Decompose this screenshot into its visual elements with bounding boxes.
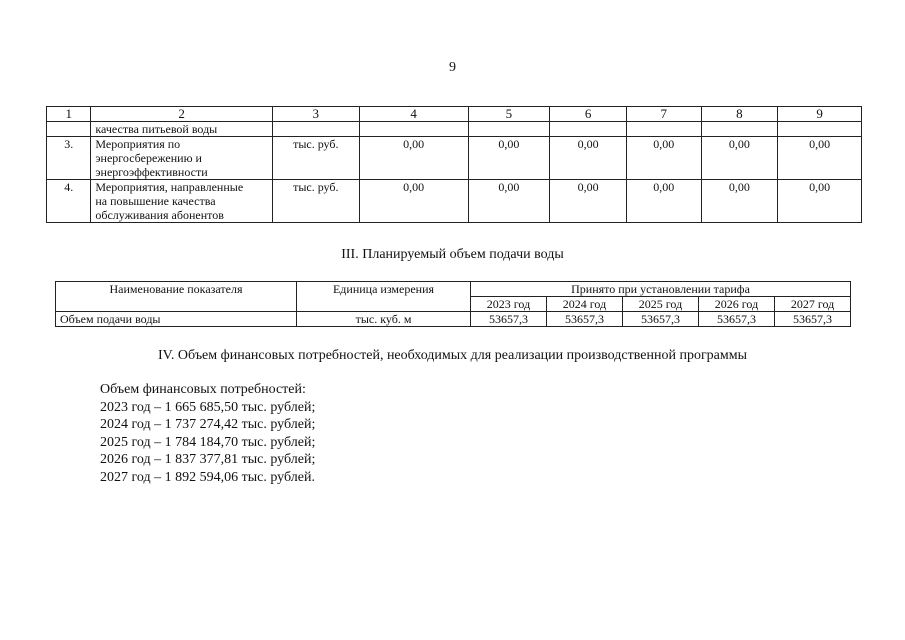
row-number: 3. bbox=[47, 137, 91, 180]
measures-table bbox=[46, 106, 862, 223]
water-supply-table bbox=[55, 281, 851, 327]
row-name bbox=[91, 137, 273, 180]
year-header: 2027 год bbox=[775, 297, 851, 312]
financial-needs-list bbox=[100, 381, 315, 486]
financial-needs-line: 2024 год – 1 737 274,42 тыс. рублей; bbox=[100, 417, 316, 432]
water-supply-header-row bbox=[56, 282, 851, 297]
section-title-financial-needs: IV. Объем финансовых потребностей, необходимых для реализации производственной программы bbox=[157, 348, 748, 363]
financial-needs-intro: Объем финансовых потребностей: bbox=[100, 382, 306, 397]
row-value: 0,00 bbox=[701, 137, 778, 180]
row-name-line: Мероприятия по bbox=[95, 137, 181, 151]
year-header: 2024 год bbox=[547, 297, 623, 312]
row-value: 0,00 bbox=[359, 137, 468, 180]
row-name-line: обслуживания абонентов bbox=[95, 208, 224, 222]
measures-table-header-row bbox=[47, 107, 862, 122]
row-value: 0,00 bbox=[468, 180, 550, 223]
row-name-line: энергоэффективности bbox=[95, 165, 208, 179]
financial-needs-line: 2027 год – 1 892 594,06 тыс. рублей. bbox=[100, 469, 315, 485]
col-name-header: Наименование показателя bbox=[56, 282, 297, 312]
financial-needs-line: 2025 год – 1 784 184,70 тыс. рублей; bbox=[100, 434, 316, 450]
header-cell: 5 bbox=[468, 107, 550, 122]
row-unit: тыс. руб. bbox=[272, 180, 359, 223]
financial-needs-line: 2026 год – 1 837 377,81 тыс. рублей; bbox=[100, 452, 316, 467]
row-value: 53657,3 bbox=[547, 312, 623, 327]
header-cell: 9 bbox=[778, 107, 862, 122]
row-name bbox=[91, 180, 273, 223]
header-cell: 4 bbox=[359, 107, 468, 122]
col-group-header: Принято при установлении тарифа bbox=[471, 282, 851, 297]
row-value bbox=[359, 122, 468, 137]
row-value: 53657,3 bbox=[699, 312, 775, 327]
year-header: 2025 год bbox=[623, 297, 699, 312]
row-value: 0,00 bbox=[550, 137, 627, 180]
row-name bbox=[91, 122, 273, 137]
header-cell: 7 bbox=[626, 107, 701, 122]
table-row bbox=[47, 180, 862, 223]
year-header: 2023 год bbox=[471, 297, 547, 312]
header-cell: 1 bbox=[47, 107, 91, 122]
row-name-line: энергосбережению и bbox=[95, 151, 202, 165]
row-value: 53657,3 bbox=[471, 312, 547, 327]
table-row bbox=[56, 312, 851, 327]
page-number: 9 bbox=[449, 60, 456, 75]
row-value: 53657,3 bbox=[775, 312, 851, 327]
row-value bbox=[468, 122, 550, 137]
header-cell: 8 bbox=[701, 107, 778, 122]
header-cell: 2 bbox=[91, 107, 273, 122]
table-row bbox=[47, 122, 862, 137]
row-unit bbox=[272, 122, 359, 137]
row-value: 0,00 bbox=[359, 180, 468, 223]
row-value: 0,00 bbox=[701, 180, 778, 223]
header-cell: 3 bbox=[272, 107, 359, 122]
row-value bbox=[701, 122, 778, 137]
section-title-water-supply: III. Планируемый объем подачи воды bbox=[341, 247, 564, 262]
row-value: 0,00 bbox=[626, 180, 701, 223]
row-value bbox=[626, 122, 701, 137]
row-value: 0,00 bbox=[468, 137, 550, 180]
row-unit: тыс. куб. м bbox=[297, 312, 471, 327]
row-value: 0,00 bbox=[778, 180, 862, 223]
row-name-line: Мероприятия, направленные bbox=[95, 180, 244, 194]
year-header: 2026 год bbox=[699, 297, 775, 312]
row-value: 0,00 bbox=[778, 137, 862, 180]
financial-needs-line: 2023 год – 1 665 685,50 тыс. рублей; bbox=[100, 399, 316, 415]
header-cell: 6 bbox=[550, 107, 627, 122]
row-value: 0,00 bbox=[550, 180, 627, 223]
row-value bbox=[778, 122, 862, 137]
row-number: 4. bbox=[47, 180, 91, 223]
col-unit-header: Единица измерения bbox=[297, 282, 471, 312]
row-value: 53657,3 bbox=[623, 312, 699, 327]
row-number bbox=[47, 122, 91, 137]
row-value bbox=[550, 122, 627, 137]
row-name: Объем подачи воды bbox=[56, 312, 297, 327]
row-value: 0,00 bbox=[626, 137, 701, 180]
row-name-line: качества питьевой воды bbox=[95, 122, 218, 136]
row-unit: тыс. руб. bbox=[272, 137, 359, 180]
row-name-line: на повышение качества bbox=[95, 194, 216, 208]
table-row bbox=[47, 137, 862, 180]
